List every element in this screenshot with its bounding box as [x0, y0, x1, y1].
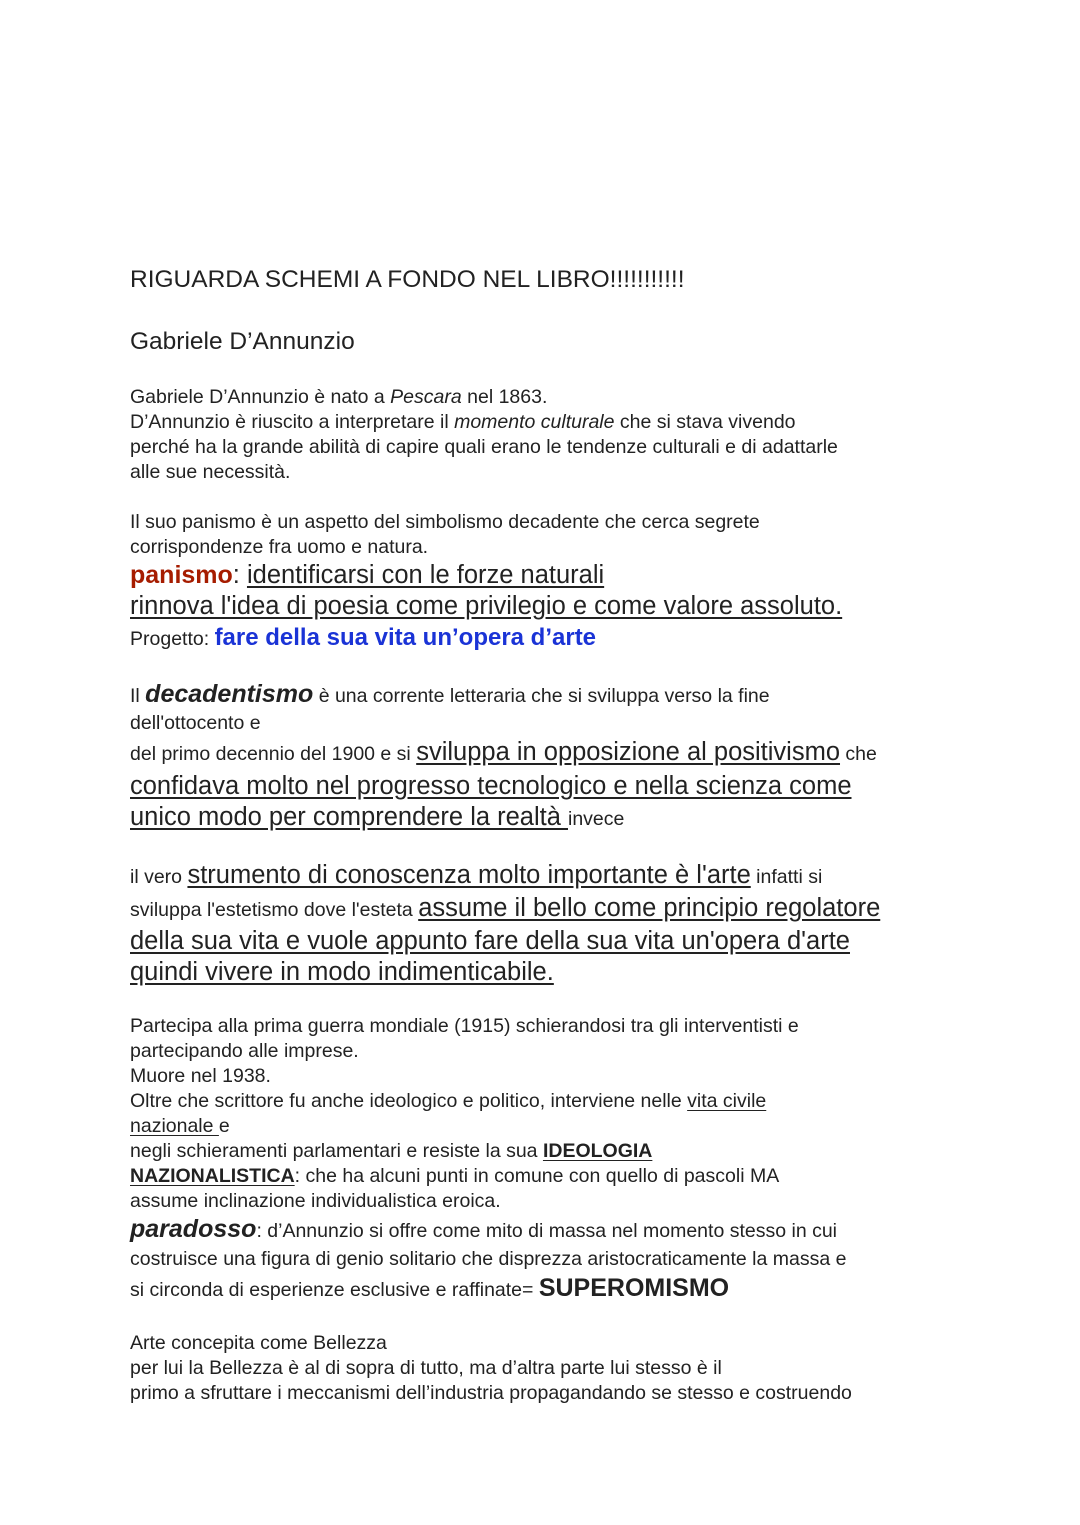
ideology-keyword: IDEOLOGIA — [542, 1140, 653, 1162]
vita-line: assume inclinazione individualistica eroica. — [130, 1190, 501, 1212]
paradosso-paragraph — [130, 1214, 960, 1306]
arte-line: primo a sfruttare i meccanismi dell’industria propagandando se stesso e costruendo — [130, 1382, 852, 1404]
decadentismo-term: decadentismo — [145, 680, 314, 708]
superomismo-keyword: SUPEROMISMO — [538, 1274, 730, 1302]
paradosso-line — [130, 1214, 960, 1247]
vita-line — [130, 1114, 960, 1139]
arte-line: per lui la Bellezza è al di sopra di tutto, ma d’altra parte lui stesso è il — [130, 1357, 722, 1379]
underlined-text: assume il bello come principio regolatore — [418, 894, 881, 922]
text: invece — [568, 808, 625, 830]
panismo-line: corrispondenze fra uomo e natura. — [130, 536, 429, 558]
estetismo-line — [130, 893, 960, 926]
text: e — [218, 1115, 230, 1137]
estetismo-line — [130, 860, 960, 893]
text: negli schieramenti parlamentari e resiste la sua — [130, 1140, 543, 1162]
text: D’Annunzio è riuscito a interpretare il — [130, 411, 455, 433]
arte-paragraph — [130, 1331, 960, 1406]
underlined-text: unico modo per comprendere la realtà — [130, 803, 568, 831]
decadentismo-line — [130, 736, 960, 771]
reminder-heading: RIGUARDA SCHEMI A FONDO NEL LIBRO!!!!!!!!!!! — [130, 266, 685, 293]
vita-line — [130, 1139, 960, 1164]
underlined-text: strumento di conoscenza molto importante è l'arte — [187, 861, 751, 889]
text: Oltre che scrittore fu anche ideologico e politico, interviene nelle — [130, 1090, 688, 1112]
decadentismo-line: dell'ottocento e — [130, 712, 261, 734]
text: : d’Annunzio si offre come mito di massa nel momento stesso in cui — [256, 1220, 838, 1242]
project-label: Progetto: — [130, 628, 215, 650]
panismo-definition — [130, 560, 960, 622]
city-name: Pescara — [390, 386, 462, 408]
intro-line: perché ha la grande abilità di capire quali erano le tendenze culturali e di adattarle — [130, 436, 838, 458]
panismo-line: Il suo panismo è un aspetto del simbolismo decadente che cerca segrete — [130, 511, 760, 533]
arte-line: Arte concepita come Bellezza — [130, 1332, 387, 1354]
underlined-text: nazionale — [130, 1115, 219, 1137]
underlined-text: vita civile — [687, 1090, 767, 1112]
text: che — [840, 743, 877, 765]
vita-line: partecipando alle imprese. — [130, 1040, 359, 1062]
estetismo-paragraph — [130, 860, 960, 988]
panismo-renewal: rinnova l'idea di poesia come privilegio e come valore assoluto. — [130, 592, 843, 620]
intro-line — [130, 410, 960, 435]
panismo-definition-line — [130, 560, 960, 591]
text: infatti si — [750, 866, 823, 888]
intro-line: alle sue necessità. — [130, 461, 291, 483]
paradosso-term: paradosso — [130, 1215, 257, 1243]
vita-line: Partecipa alla prima guerra mondiale (1915) schierandosi tra gli interventisti e — [130, 1015, 799, 1037]
panismo-definition-text: identificarsi con le forze naturali — [246, 561, 605, 589]
text: è una corrente letteraria che si sviluppa verso la fine — [313, 685, 770, 707]
vita-line — [130, 1089, 960, 1114]
ideology-keyword: NAZIONALISTICA — [130, 1165, 295, 1187]
text: il vero — [130, 866, 188, 888]
text: sviluppa l'estetismo dove l'esteta — [130, 899, 419, 921]
intro-line — [130, 385, 960, 410]
text: nel 1863. — [461, 386, 548, 408]
project-value: fare della sua vita un’opera d’arte — [214, 624, 597, 651]
text: : che ha alcuni punti in comune con quello di pascoli MA — [294, 1165, 780, 1187]
decadentismo-paragraph — [130, 680, 960, 835]
text: : — [232, 561, 247, 589]
estetismo-line: della sua vita e vuole appunto fare della sua vita un'opera d'arte — [130, 927, 850, 955]
document-page — [130, 262, 960, 1406]
vita-line: Muore nel 1938. — [130, 1065, 271, 1087]
project-line — [130, 622, 960, 655]
paradosso-line: costruisce una figura di genio solitario che disprezza aristocraticamente la massa e — [130, 1248, 847, 1270]
estetismo-line: quindi vivere in modo indimenticabile. — [130, 958, 554, 986]
panismo-paragraph — [130, 510, 960, 560]
paradosso-line — [130, 1272, 960, 1306]
vita-paragraph — [130, 1014, 960, 1214]
underlined-text: sviluppa in opposizione al positivismo — [416, 738, 841, 766]
decadentismo-line — [130, 802, 960, 835]
text: Il — [130, 685, 146, 707]
intro-paragraph — [130, 385, 960, 485]
panismo-term: panismo — [130, 561, 233, 589]
decadentismo-line: confidava molto nel progresso tecnologico e nella scienza come — [130, 772, 852, 800]
decadentismo-line — [130, 680, 960, 711]
emphasis: momento culturale — [454, 411, 615, 433]
text: Gabriele D’Annunzio è nato a — [130, 386, 391, 408]
vita-line — [130, 1164, 960, 1189]
document-title: Gabriele D’Annunzio — [130, 328, 355, 355]
text: del primo decennio del 1900 e si — [130, 743, 417, 765]
text: si circonda di esperienze esclusive e raffinate= — [130, 1279, 539, 1301]
text: che si stava vivendo — [614, 411, 796, 433]
